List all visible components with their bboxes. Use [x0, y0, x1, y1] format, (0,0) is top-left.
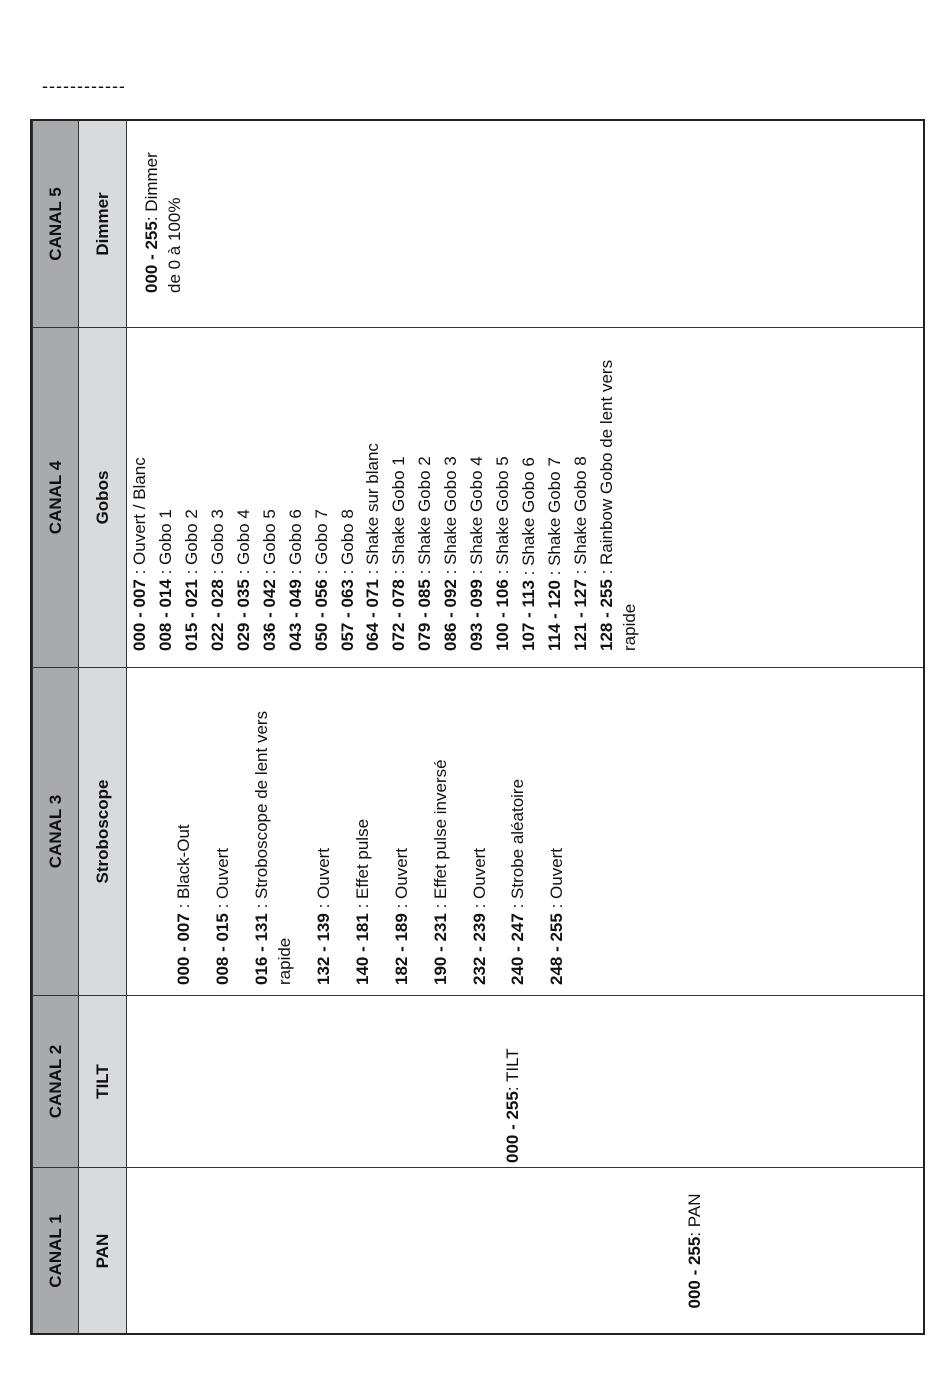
- value-sep: :: [259, 564, 279, 580]
- value-range: 072 - 078: [389, 579, 409, 651]
- value-sep: :: [212, 898, 232, 914]
- value-entry: [155, 328, 178, 651]
- value-entry: [207, 328, 230, 651]
- value-entry: [440, 328, 463, 651]
- values-row: [127, 121, 925, 1335]
- dmx-channel-table: [30, 119, 925, 1335]
- value-entry: [251, 668, 297, 995]
- value-range: 240 - 247: [508, 913, 528, 985]
- value-label: Gobo 5: [259, 509, 279, 565]
- value-label: Rainbow Gobo de lent vers rapide: [596, 359, 639, 651]
- value-entry: [285, 328, 308, 651]
- value-sep: :: [469, 898, 489, 914]
- value-label: Shake Gobo 3: [441, 456, 461, 565]
- value-label: Gobo 7: [311, 509, 331, 565]
- value-sep: :: [596, 564, 616, 580]
- value-sep: :: [685, 1227, 705, 1237]
- value-sep: :: [207, 564, 227, 580]
- value-label: Strobe aléatoire: [508, 778, 528, 899]
- value-range: 248 - 255: [547, 913, 567, 985]
- value-entry: [684, 1176, 707, 1326]
- value-label: Shake Gobo 2: [415, 456, 435, 565]
- value-range: 000 - 007: [174, 913, 193, 985]
- value-entry: [466, 328, 489, 651]
- canal-header-row: [33, 121, 79, 1335]
- value-sep: :: [545, 565, 564, 581]
- value-range: 029 - 035: [233, 579, 253, 651]
- value-range: 132 - 139: [313, 913, 333, 985]
- value-sep: :: [142, 211, 161, 222]
- value-range: 022 - 028: [207, 579, 227, 651]
- value-label: Effet pulse: [352, 818, 372, 899]
- value-sep: :: [155, 564, 175, 580]
- value-sep: :: [570, 564, 590, 580]
- value-sep: :: [503, 1082, 522, 1092]
- function-header-row: [79, 121, 127, 1335]
- value-sep: :: [391, 898, 411, 914]
- canal-3-header: CANAL 3: [33, 668, 79, 996]
- value-label: Shake Gobo 4: [467, 456, 487, 565]
- value-entry: [352, 668, 375, 995]
- value-range: 121 - 127: [570, 579, 590, 651]
- value-entry: [430, 668, 453, 995]
- value-range: 008 - 015: [212, 913, 232, 985]
- value-range: 036 - 042: [259, 579, 279, 651]
- value-entry: [173, 668, 196, 995]
- canal-5-header: CANAL 5: [33, 121, 79, 328]
- canal-3-values: [127, 668, 925, 996]
- value-entry: [337, 328, 360, 651]
- value-entry: [507, 668, 530, 995]
- canal-5-values: [127, 121, 925, 328]
- value-entry: [233, 328, 256, 651]
- value-label: Ouvert: [469, 847, 489, 899]
- value-range: 016 - 131: [251, 913, 271, 985]
- value-sep: :: [547, 898, 567, 914]
- value-sep: :: [130, 564, 149, 580]
- value-label: Black-Out: [174, 824, 193, 899]
- value-sep: :: [233, 564, 253, 580]
- value-label: Gobo 2: [181, 509, 201, 565]
- value-entry: [502, 1004, 525, 1163]
- value-label: Gobo 1: [155, 509, 175, 565]
- value-sep: :: [389, 564, 409, 580]
- value-label: Ouvert: [391, 847, 411, 899]
- value-sep: :: [352, 898, 372, 914]
- top-rule: ------------: [42, 76, 126, 96]
- value-entry: [129, 328, 152, 651]
- canal-4-values: [127, 328, 925, 668]
- value-range: 128 - 255: [596, 579, 616, 651]
- value-entry: [518, 328, 541, 651]
- value-sep: :: [363, 564, 383, 580]
- value-range: 182 - 189: [391, 913, 411, 985]
- value-label: Shake Gobo 5: [493, 456, 513, 565]
- canal-1-header: CANAL 1: [33, 1168, 79, 1335]
- value-label: Gobo 4: [233, 509, 253, 565]
- value-sep: :: [441, 564, 461, 580]
- value-entry: [391, 668, 414, 995]
- value-entry: [388, 328, 411, 651]
- value-label: Shake Gobo 1: [389, 456, 409, 565]
- value-range: 093 - 099: [467, 579, 487, 651]
- canal-4-header: CANAL 4: [33, 328, 79, 668]
- value-sep: :: [519, 565, 539, 581]
- value-label: Gobo 3: [207, 509, 227, 565]
- value-label: TILT: [503, 1048, 522, 1083]
- canal-3-function: Stroboscope: [79, 668, 127, 996]
- value-label: PAN: [685, 1193, 705, 1228]
- value-sep: :: [285, 564, 305, 580]
- value-sep: :: [313, 898, 333, 914]
- value-entry: [141, 131, 187, 293]
- canal-1-values: [127, 1168, 925, 1335]
- value-label: Shake Gobo 8: [570, 456, 590, 565]
- value-entry: [313, 668, 336, 995]
- value-sep: :: [251, 898, 271, 914]
- value-sep: :: [508, 898, 528, 914]
- canal-4-function: Gobos: [79, 328, 127, 668]
- value-sep: :: [430, 898, 450, 914]
- value-entry: [469, 668, 492, 995]
- value-entry: [546, 668, 569, 995]
- value-entry: [259, 328, 282, 651]
- canal-2-values: [127, 996, 925, 1168]
- canal-5-function: Dimmer: [79, 121, 127, 328]
- value-range: 008 - 014: [155, 579, 175, 651]
- value-range: 064 - 071: [363, 579, 383, 651]
- value-label: Dimmer de 0 à 100%: [142, 152, 184, 293]
- value-entry: [362, 328, 385, 651]
- value-sep: :: [337, 564, 357, 580]
- value-range: 079 - 085: [415, 579, 435, 651]
- value-entry: [570, 328, 593, 651]
- value-range: 057 - 063: [337, 579, 357, 651]
- value-range: 086 - 092: [441, 579, 461, 651]
- value-range: 000 - 255: [685, 1236, 705, 1309]
- value-range: 050 - 056: [311, 579, 331, 651]
- value-label: Shake Gobo 6: [519, 457, 539, 566]
- value-sep: :: [467, 564, 487, 580]
- value-entry: [181, 328, 204, 651]
- value-label: Ouvert: [212, 847, 232, 899]
- value-entry: [596, 328, 642, 651]
- value-entry: [414, 328, 437, 651]
- canal-2-header: CANAL 2: [33, 996, 79, 1168]
- value-range: 107 - 113: [519, 580, 539, 651]
- canal-1-function: PAN: [79, 1168, 127, 1335]
- value-label: Gobo 8: [337, 509, 357, 565]
- value-label: Gobo 6: [285, 509, 305, 565]
- value-sep: :: [311, 564, 331, 580]
- value-range: 140 - 181: [352, 913, 372, 985]
- value-entry: [544, 328, 567, 651]
- value-entry: [311, 328, 334, 651]
- value-entry: [492, 328, 515, 651]
- value-label: Effet pulse inversé: [430, 759, 450, 899]
- value-range: 000 - 255: [503, 1091, 522, 1163]
- value-entry: [212, 668, 235, 995]
- value-label: Shake sur blanc: [363, 443, 383, 565]
- canal-2-function: TILT: [79, 996, 127, 1168]
- value-range: 043 - 049: [285, 579, 305, 651]
- value-range: 000 - 007: [130, 579, 149, 651]
- value-range: 000 - 255: [142, 221, 161, 293]
- value-sep: :: [415, 564, 435, 580]
- value-label: Ouvert / Blanc: [130, 457, 149, 565]
- value-range: 190 - 231: [430, 913, 450, 985]
- value-range: 114 - 120: [545, 580, 564, 651]
- value-range: 232 - 239: [469, 913, 489, 985]
- value-range: 015 - 021: [181, 579, 201, 651]
- value-sep: :: [174, 898, 193, 914]
- value-sep: :: [181, 564, 201, 580]
- value-label: Shake Gobo 7: [545, 457, 564, 566]
- value-label: Stroboscope de lent vers rapide: [251, 710, 294, 985]
- value-label: Ouvert: [547, 847, 567, 899]
- value-range: 100 - 106: [493, 579, 513, 651]
- value-label: Ouvert: [313, 847, 333, 899]
- value-sep: :: [493, 564, 513, 580]
